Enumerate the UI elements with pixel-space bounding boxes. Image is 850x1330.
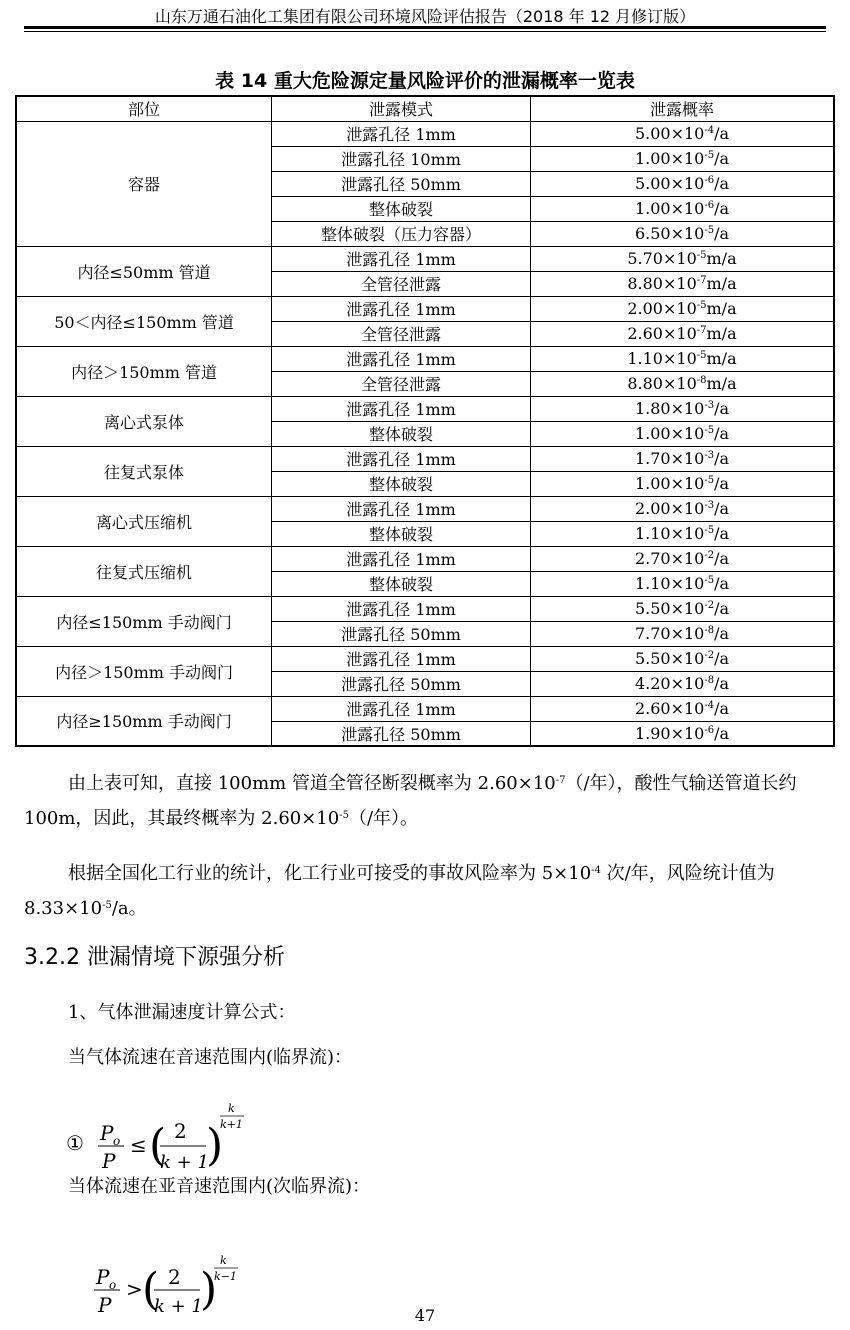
table-row bbox=[16, 546, 834, 571]
cell-probability: $1.00\times 10^{-5}/a$ bbox=[530, 421, 834, 446]
table-row bbox=[16, 696, 834, 721]
formula2-numerator: P bbox=[96, 1265, 110, 1289]
table-row bbox=[16, 246, 834, 271]
cell-mode: 全管径泄露 bbox=[272, 271, 531, 296]
cell-probability: $5.00\times 10^{-6}/a$ bbox=[530, 171, 834, 196]
cell-mode: 泄露孔径 1mm bbox=[272, 496, 531, 521]
cell-probability: $1.70\times 10^{-3}/a$ bbox=[530, 446, 834, 471]
table-row bbox=[16, 346, 834, 371]
cell-probability: $1.10\times 10^{-5}/a$ bbox=[530, 571, 834, 596]
header-rule-thick bbox=[24, 26, 826, 29]
cell-mode: 全管径泄露 bbox=[272, 321, 531, 346]
text-critical-flow: 当气体流速在音速范围内(临界流)： bbox=[68, 1047, 353, 1068]
cell-probability: $2.00\times 10^{-3}/a$ bbox=[530, 496, 834, 521]
formula-exp-den: k+1 bbox=[220, 1118, 243, 1131]
table-row bbox=[16, 646, 834, 671]
cell-probability: $2.60\times 10^{-4}/a$ bbox=[530, 696, 834, 721]
formula2-exp-num: k bbox=[220, 1254, 227, 1267]
cell-part: 往复式泵体 bbox=[16, 446, 272, 496]
table-row bbox=[16, 496, 834, 521]
paragraph-acceptable-risk: 根据全国化工行业的统计，化工行业可接受的事故风险率为 $5\times 10^{-4}$ 次/年，风险统计值为 $8.33\times 10^{-5}/a$。 bbox=[24, 863, 775, 919]
formula2-two: 2 bbox=[168, 1265, 181, 1289]
cell-mode: 泄露孔径 1mm bbox=[272, 346, 531, 371]
formula-critical-flow bbox=[60, 1100, 260, 1180]
cell-probability: $1.00\times 10^{-5}/a$ bbox=[530, 471, 834, 496]
formula-paren-left: ( bbox=[149, 1120, 167, 1171]
cell-probability: $5.50\times 10^{-2}/a$ bbox=[530, 596, 834, 621]
cell-part: 50＜内径≤150mm 管道 bbox=[16, 296, 272, 346]
cell-part: 离心式压缩机 bbox=[16, 496, 272, 546]
cell-mode: 整体破裂 bbox=[272, 421, 531, 446]
section-heading: 3.2.2 泄漏情境下源强分析 bbox=[24, 945, 285, 970]
cell-probability: $2.00\times 10^{-5}m/a$ bbox=[530, 296, 834, 321]
cell-mode: 泄露孔径 1mm bbox=[272, 296, 531, 321]
formula2-paren-right: ) bbox=[200, 1264, 218, 1315]
cell-mode: 泄露孔径 1mm bbox=[272, 696, 531, 721]
header-rule-thin bbox=[24, 31, 826, 32]
formula2-paren-left: ( bbox=[142, 1264, 160, 1315]
cell-mode: 泄露孔径 1mm bbox=[272, 121, 531, 146]
col-header-mode: 泄露模式 bbox=[272, 96, 531, 121]
cell-probability: $5.70\times 10^{-5}m/a$ bbox=[530, 246, 834, 271]
cell-mode: 泄露孔径 1mm bbox=[272, 646, 531, 671]
formula-operator: ≤ bbox=[130, 1133, 147, 1157]
cell-mode: 泄露孔径 1mm bbox=[272, 246, 531, 271]
cell-mode: 泄露孔径 10mm bbox=[272, 146, 531, 171]
table-caption: 表 14 重大危险源定量风险评价的泄漏概率一览表 bbox=[215, 70, 635, 92]
cell-mode: 全管径泄露 bbox=[272, 371, 531, 396]
paragraph-pipe-probability: 由上表可知，直接 100mm 管道全管径断裂概率为 $2.60\times 10^{-7}(/$年），酸性气输送管道长约 100m，因此，其最终概率为 $2.60\times 10^{-5}(/$年）。 bbox=[24, 773, 797, 829]
formula-exp-num: k bbox=[228, 1102, 235, 1115]
col-header-part: 部位 bbox=[16, 96, 272, 121]
page-number: 47 bbox=[414, 1306, 436, 1325]
cell-part: 内径≥150mm 手动阀门 bbox=[16, 696, 272, 746]
cell-mode: 泄露孔径 50mm bbox=[272, 171, 531, 196]
cell-part: 离心式泵体 bbox=[16, 396, 272, 446]
col-header-probability: 泄露概率 bbox=[530, 96, 834, 121]
cell-probability: $8.80\times 10^{-8}m/a$ bbox=[530, 371, 834, 396]
cell-mode: 泄露孔径 50mm bbox=[272, 721, 531, 746]
cell-probability: $1.00\times 10^{-5}/a$ bbox=[530, 146, 834, 171]
table-row bbox=[16, 596, 834, 621]
cell-part: 内径≤50mm 管道 bbox=[16, 246, 272, 296]
cell-part: 内径≤150mm 手动阀门 bbox=[16, 596, 272, 646]
formula-denominator: P bbox=[102, 1149, 116, 1173]
table-row bbox=[16, 296, 834, 321]
page-header: 山东万通石油化工集团有限公司环境风险评估报告（2018 年 12 月修订版） bbox=[154, 7, 696, 26]
cell-mode: 泄露孔径 1mm bbox=[272, 546, 531, 571]
formula2-k-plus-1: k + 1 bbox=[154, 1296, 203, 1317]
cell-probability: $1.80\times 10^{-3}/a$ bbox=[530, 396, 834, 421]
formula2-numerator-sub: o bbox=[109, 1278, 117, 1292]
cell-probability: $5.50\times 10^{-2}/a$ bbox=[530, 646, 834, 671]
cell-mode: 整体破裂（压力容器） bbox=[272, 221, 531, 246]
cell-mode: 整体破裂 bbox=[272, 471, 531, 496]
formula2-denominator: P bbox=[98, 1293, 112, 1317]
formula-marker: ① bbox=[66, 1131, 84, 1155]
leak-probability-table bbox=[15, 95, 835, 747]
cell-part: 内径＞150mm 手动阀门 bbox=[16, 646, 272, 696]
cell-mode: 泄露孔径 50mm bbox=[272, 671, 531, 696]
cell-probability: $2.60\times 10^{-7}m/a$ bbox=[530, 321, 834, 346]
cell-probability: $2.70\times 10^{-2}/a$ bbox=[530, 546, 834, 571]
cell-part: 往复式压缩机 bbox=[16, 546, 272, 596]
table-row bbox=[16, 121, 834, 146]
cell-probability: $1.10\times 10^{-5}m/a$ bbox=[530, 346, 834, 371]
cell-mode: 泄露孔径 50mm bbox=[272, 621, 531, 646]
cell-mode: 泄露孔径 1mm bbox=[272, 596, 531, 621]
cell-probability: $6.50\times 10^{-5}/a$ bbox=[530, 221, 834, 246]
table-row bbox=[16, 396, 834, 421]
cell-mode: 整体破裂 bbox=[272, 571, 531, 596]
table-row bbox=[16, 446, 834, 471]
cell-probability: $1.00\times 10^{-6}/a$ bbox=[530, 196, 834, 221]
cell-probability: $7.70\times 10^{-8}/a$ bbox=[530, 621, 834, 646]
formula-k-plus-1: k + 1 bbox=[160, 1152, 209, 1173]
cell-mode: 泄露孔径 1mm bbox=[272, 396, 531, 421]
formula-numerator-sub: o bbox=[113, 1134, 121, 1148]
cell-probability: $8.80\times 10^{-7}m/a$ bbox=[530, 271, 834, 296]
table-body bbox=[16, 121, 834, 746]
cell-part: 容器 bbox=[16, 121, 272, 246]
formula-two: 2 bbox=[174, 1119, 187, 1143]
cell-mode: 整体破裂 bbox=[272, 196, 531, 221]
cell-mode: 整体破裂 bbox=[272, 521, 531, 546]
cell-probability: $5.00\times 10^{-4}/a$ bbox=[530, 121, 834, 146]
cell-probability: $1.90\times 10^{-6}/a$ bbox=[530, 721, 834, 746]
formula-numerator: P bbox=[100, 1121, 114, 1145]
text-subcritical-flow: 当体流速在亚音速范围内(次临界流)： bbox=[68, 1176, 371, 1197]
cell-probability: $1.10\times 10^{-5}/a$ bbox=[530, 521, 834, 546]
cell-part: 内径＞150mm 管道 bbox=[16, 346, 272, 396]
cell-probability: $4.20\times 10^{-8}/a$ bbox=[530, 671, 834, 696]
cell-mode: 泄露孔径 1mm bbox=[272, 446, 531, 471]
formula2-operator: > bbox=[126, 1277, 143, 1301]
formula2-exp-den: k−1 bbox=[214, 1270, 237, 1283]
text-gas-leak-formula: 1、气体泄漏速度计算公式： bbox=[68, 1002, 296, 1023]
formula-paren-right: ) bbox=[206, 1120, 224, 1171]
